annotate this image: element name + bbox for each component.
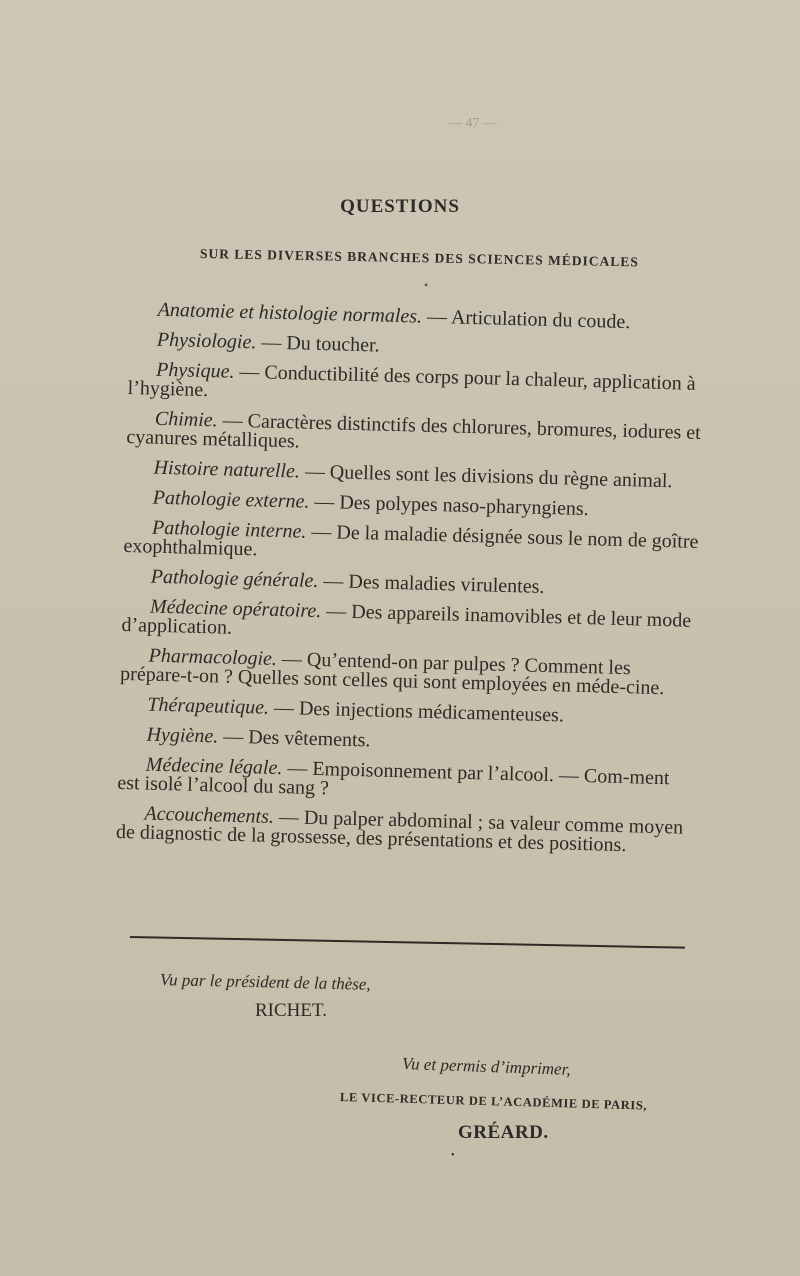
question-subject: Médecine légale. [145,753,283,780]
question-text: — Articulation du coude. [421,305,631,334]
bullet-ornament: • [424,278,429,292]
questions-list [116,300,708,868]
question-subject: Pharmacologie. [148,644,278,670]
question-subject: Accouchements. [144,802,275,828]
question-item [121,597,700,650]
question-text: — De la maladie désignée sous le nom de goître exophthalmique. [123,520,699,561]
question-text: — Des injections médicamenteuses. [268,696,565,727]
question-subject: Pathologie générale. [150,565,319,593]
question-text: — Qu’entend-on par pulpes ? Comment les prépare-t-on ? Quelles sont celles qui sont employées en méde-cine. [119,647,665,700]
question-subject: Chimie. [154,407,218,432]
question-text: — Caractères distinctifs des chlorures, bromures, iodures et cyanures métalliques. [126,409,701,453]
question-subject: Médecine opératoire. [149,595,322,623]
question-item [126,409,705,462]
page-title: QUESTIONS [340,196,460,217]
rector-title: LE VICE-RECTEUR DE L’ACADÉMIE DE PARIS, [339,1090,648,1113]
question-subject: Pathologie interne. [151,516,307,543]
question-item [116,804,695,857]
question-item [120,646,699,699]
question-item [125,488,703,522]
question-subject: Histoire naturelle. [153,456,301,483]
question-text: — Empoisonnement par l’alcool. — Com-ment est isolé l’alcool du sang ? [117,757,670,800]
question-item [130,300,708,334]
print-permission-line: Vu et permis d’imprimer, [401,1054,571,1079]
question-text: — Quelles sont les divisions du règne animal. [299,460,673,493]
question-subject: Thérapeutique. [147,693,270,719]
question-item [127,360,706,413]
question-text: — Du toucher. [256,331,380,357]
closing-ornament: • [451,1150,455,1161]
question-subject: Pathologie externe. [152,486,310,513]
question-subject: Physiologie. [156,328,257,354]
question-text: — Du palper abdominal ; sa valeur comme moyen de diagnostic de la grossesse, des présentations et des positions. [115,805,684,857]
question-item [125,458,703,492]
question-subject: Anatomie et histologie normales. [157,298,423,328]
question-item [119,695,697,729]
question-text: — Des maladies virulentes. [318,570,545,598]
question-item [123,567,701,601]
question-item [129,330,707,364]
question-subject: Hygiène. [146,723,219,748]
president-name: RICHET. [255,1000,327,1021]
rector-name: GRÉARD. [458,1122,549,1143]
question-text: — Des appareils inamovibles et de leur mode d’application. [121,600,692,639]
question-item [118,725,696,759]
question-text: — Des polypes naso-pharyngiens. [309,490,590,521]
horizontal-rule [130,936,685,949]
question-item [123,518,702,571]
page-subtitle: SUR LES DIVERSES BRANCHES DES SCIENCES MÉDICALES [199,246,639,270]
question-text: — Conductibilité des corps pour la chaleur, application à l’hygiène. [127,360,696,402]
page-number: — 47 — [448,116,497,131]
president-approval-line: Vu par le président de la thèse, [159,970,371,994]
question-item [117,755,696,808]
question-subject: Physique. [155,358,235,383]
question-text: — Des vêtements. [217,725,371,752]
